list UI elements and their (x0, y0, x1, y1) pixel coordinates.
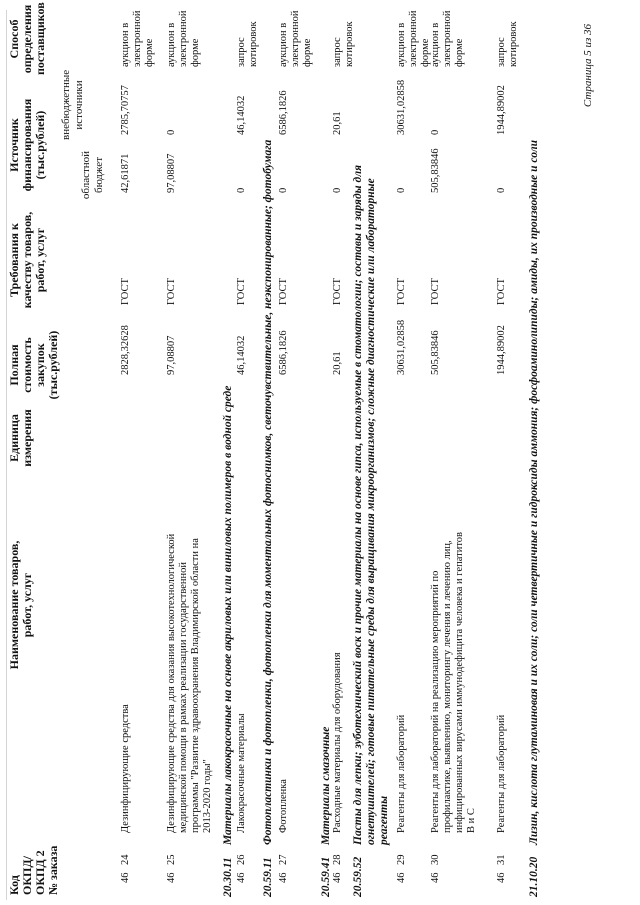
item-name: Дезинфицирующие средства (120, 704, 131, 833)
order-number: 29 (396, 854, 407, 865)
item-extrabudget: 20,61 (332, 111, 343, 135)
item-method: запрос котировок (496, 21, 519, 67)
item-requirements: ГОСТ (278, 278, 289, 305)
order-number: 25 (166, 854, 177, 865)
item-name: Реагенты для лабораторий (496, 714, 507, 833)
order-group: 46 (396, 872, 407, 883)
section-code: 20.59.41 (320, 856, 332, 897)
header-regional-budget: областной бюджет (80, 150, 105, 200)
header-extrabudget: внебюджетные источники (60, 69, 85, 140)
order-number: 24 (120, 854, 131, 865)
section-code: 20.30.11 (222, 857, 234, 897)
section-name: Лизин, кислота глутаминовая и их соли; соли четвертичные и гидроксиды аммония; фосфоаминолипиды; амиды, их производные и соли (528, 140, 540, 845)
section-code: 20.59.52 (352, 856, 364, 897)
item-regional: 0 (396, 187, 407, 193)
section-name: Фотопластинки и фотопленки, фотопленки для моментальных фотоснимков, светочувствительные, неэкспонированные; фотобумага (262, 139, 274, 845)
item-regional: 97,08807 (166, 153, 177, 193)
order-number: 26 (236, 854, 247, 865)
item-regional: 42,61871 (120, 153, 131, 193)
order-group: 46 (166, 872, 177, 883)
item-requirements: ГОСТ (430, 278, 441, 305)
item-cost: 1944,89002 (496, 325, 507, 375)
item-regional: 0 (236, 187, 247, 193)
section-name: Материалы смазочные (320, 726, 332, 845)
item-extrabudget: 30631,02858 (396, 79, 407, 135)
item-method: запрос котировок (236, 21, 259, 67)
header-requirements: Требования к качеству товаров, работ, услуг (7, 211, 47, 309)
section-name: Пасты для лепки; зуботехнический воск и прочие материалы на основе гипса, используемые в стоматологии; составы и заряды для огнетушителей; готовые питательные среды для выращивания микроорганизмов; сложные диагностические или лабораторные реагенты (352, 164, 390, 845)
order-group: 46 (120, 872, 131, 883)
item-cost: 97,08807 (166, 335, 177, 375)
item-name: Лакокрасочные материалы (236, 713, 247, 833)
item-cost: 6586,1826 (278, 330, 289, 375)
item-method: аукцион в электронной форме (430, 10, 465, 67)
item-name: Расходные материалы для оборудования (332, 652, 343, 833)
order-group: 46 (236, 872, 247, 883)
item-extrabudget: 6586,1826 (278, 90, 289, 135)
item-requirements: ГОСТ (396, 278, 407, 305)
order-group: 46 (332, 872, 343, 883)
item-cost: 505,83846 (430, 330, 441, 375)
item-requirements: ГОСТ (496, 278, 507, 305)
header-financing: Источник финансирования (тыс.рублей) (7, 98, 47, 192)
item-regional: 505,83846 (430, 148, 441, 193)
item-extrabudget: 1944,89002 (496, 85, 507, 135)
item-regional: 0 (496, 187, 507, 193)
header-cost: Полная стоимость закупок (тыс.рублей) (7, 330, 60, 400)
page-number: Страница 5 из 36 (582, 24, 594, 108)
header-code: Код ОКПД/ ОКПД 2 № заказа (7, 845, 60, 895)
item-cost: 30631,02858 (396, 319, 407, 375)
scan-artifact (6, 10, 7, 900)
order-number: 27 (278, 854, 289, 865)
item-method: аукцион в электронной форме (396, 10, 431, 67)
header-unit: Единица измерения (7, 409, 34, 467)
item-cost: 46,14032 (236, 335, 247, 375)
section-name: Материалы лакокрасочные на основе акриловых или виниловых полимеров в водной среде (222, 385, 234, 845)
item-name: Дезинфицирующие средства для оказания высокотехнологической медицинской помощи в рамках реализации государственной программы "Развитие здравоохранения Владимирской области на 2013-2020 годы" (166, 533, 213, 833)
item-name: Реагенты для лабораторий (396, 714, 407, 833)
item-method: аукцион в электронной форме (166, 10, 201, 67)
header-method: Способ определения поставщиков (7, 2, 47, 75)
item-cost: 20,61 (332, 351, 343, 375)
item-cost: 2828,32628 (120, 325, 131, 375)
item-extrabudget: 0 (430, 129, 441, 135)
item-extrabudget: 2785,70757 (120, 85, 131, 135)
item-regional: 0 (332, 187, 343, 193)
order-group: 46 (430, 872, 441, 883)
item-name: Фотопленка (278, 779, 289, 833)
order-number: 28 (332, 854, 343, 865)
order-number: 30 (430, 854, 441, 865)
item-regional: 0 (278, 187, 289, 193)
item-requirements: ГОСТ (120, 278, 131, 305)
order-number: 31 (496, 854, 507, 865)
item-extrabudget: 46,14032 (236, 95, 247, 135)
order-group: 46 (496, 872, 507, 883)
item-extrabudget: 0 (166, 129, 177, 135)
item-method: аукцион в электронной форме (278, 10, 313, 67)
section-code: 20.59.11 (262, 857, 274, 897)
header-name: Наименование товаров, работ, услуг (7, 540, 34, 670)
item-method: аукцион в электронной форме (120, 10, 155, 67)
item-requirements: ГОСТ (332, 278, 343, 305)
item-name: Реагенты для лабораторий на реализацию мероприятий по профилактике, выявлению, мониторингу лечения и лечению лиц, инфицированных вирусами иммунодефицита человека и гепатитов В и С (430, 531, 477, 833)
item-method: запрос котировок (332, 21, 355, 67)
section-code: 21.10.20 (528, 856, 540, 897)
item-requirements: ГОСТ (236, 278, 247, 305)
order-group: 46 (278, 872, 289, 883)
item-requirements: ГОСТ (166, 278, 177, 305)
